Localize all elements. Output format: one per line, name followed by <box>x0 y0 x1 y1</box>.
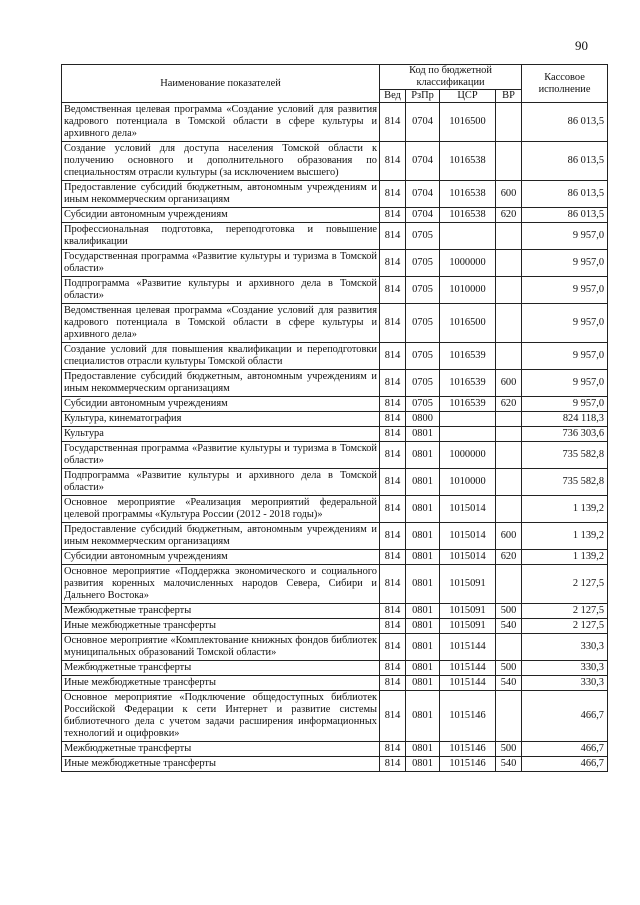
row-amount: 86 013,5 <box>522 103 608 142</box>
table-row <box>62 208 608 223</box>
row-vr <box>496 343 522 370</box>
row-name: Культура <box>62 427 380 442</box>
table-row <box>62 442 608 469</box>
row-csr <box>440 223 496 250</box>
row-amount: 2 127,5 <box>522 619 608 634</box>
row-amount: 735 582,8 <box>522 442 608 469</box>
row-vr: 500 <box>496 661 522 676</box>
table-row <box>62 343 608 370</box>
row-ved: 814 <box>380 250 406 277</box>
row-vr: 620 <box>496 208 522 223</box>
row-csr: 1015091 <box>440 565 496 604</box>
row-ved: 814 <box>380 565 406 604</box>
row-csr: 1016500 <box>440 304 496 343</box>
row-name: Межбюджетные трансферты <box>62 661 380 676</box>
row-ved: 814 <box>380 604 406 619</box>
row-amount: 735 582,8 <box>522 469 608 496</box>
row-vr: 500 <box>496 742 522 757</box>
row-name: Субсидии автономным учреждениям <box>62 397 380 412</box>
row-rzpr: 0801 <box>406 550 440 565</box>
row-rzpr: 0705 <box>406 397 440 412</box>
row-amount: 2 127,5 <box>522 565 608 604</box>
row-name: Создание условий для повышения квалификации и переподготовки специалистов отрасли культуры Томской области <box>62 343 380 370</box>
row-amount: 86 013,5 <box>522 142 608 181</box>
row-vr: 540 <box>496 676 522 691</box>
header-rzpr: РзПр <box>406 90 440 103</box>
row-name: Предоставление субсидий бюджетным, автономным учреждениям и иным некоммерческим организациям <box>62 523 380 550</box>
row-amount: 466,7 <box>522 757 608 772</box>
row-name: Субсидии автономным учреждениям <box>62 550 380 565</box>
row-amount: 9 957,0 <box>522 304 608 343</box>
row-name: Иные межбюджетные трансферты <box>62 619 380 634</box>
row-csr: 1015144 <box>440 676 496 691</box>
row-amount: 824 118,3 <box>522 412 608 427</box>
row-vr <box>496 469 522 496</box>
row-ved: 814 <box>380 496 406 523</box>
row-name: Ведомственная целевая программа «Создание условий для развития кадрового потенциала в Томской области в сфере культуры и архивного дела» <box>62 304 380 343</box>
row-ved: 814 <box>380 442 406 469</box>
row-amount: 9 957,0 <box>522 343 608 370</box>
row-rzpr: 0801 <box>406 427 440 442</box>
table-row <box>62 223 608 250</box>
row-rzpr: 0801 <box>406 742 440 757</box>
row-amount: 1 139,2 <box>522 496 608 523</box>
row-vr <box>496 250 522 277</box>
table-row <box>62 469 608 496</box>
row-csr: 1016539 <box>440 370 496 397</box>
row-vr <box>496 412 522 427</box>
row-ved: 814 <box>380 691 406 742</box>
row-vr: 600 <box>496 181 522 208</box>
row-ved: 814 <box>380 742 406 757</box>
row-ved: 814 <box>380 661 406 676</box>
row-ved: 814 <box>380 277 406 304</box>
row-ved: 814 <box>380 397 406 412</box>
row-vr <box>496 565 522 604</box>
row-ved: 814 <box>380 550 406 565</box>
row-name: Государственная программа «Развитие культуры и туризма в Томской области» <box>62 250 380 277</box>
row-rzpr: 0704 <box>406 181 440 208</box>
row-amount: 9 957,0 <box>522 397 608 412</box>
header-name: Наименование показателей <box>62 65 380 103</box>
row-vr: 620 <box>496 550 522 565</box>
row-name: Подпрограмма «Развитие культуры и архивного дела в Томской области» <box>62 277 380 304</box>
row-ved: 814 <box>380 427 406 442</box>
row-amount: 466,7 <box>522 742 608 757</box>
row-vr <box>496 223 522 250</box>
row-name: Иные межбюджетные трансферты <box>62 757 380 772</box>
row-csr <box>440 427 496 442</box>
table-row <box>62 550 608 565</box>
row-vr <box>496 427 522 442</box>
row-rzpr: 0801 <box>406 469 440 496</box>
row-amount: 86 013,5 <box>522 181 608 208</box>
table-row <box>62 250 608 277</box>
header-amount: Кассовое исполнение <box>522 65 608 103</box>
row-rzpr: 0705 <box>406 250 440 277</box>
row-amount: 9 957,0 <box>522 277 608 304</box>
row-ved: 814 <box>380 343 406 370</box>
row-rzpr: 0801 <box>406 757 440 772</box>
row-name: Межбюджетные трансферты <box>62 604 380 619</box>
table-row <box>62 103 608 142</box>
row-name: Предоставление субсидий бюджетным, автономным учреждениям и иным некоммерческим организациям <box>62 370 380 397</box>
row-ved: 814 <box>380 619 406 634</box>
row-rzpr: 0705 <box>406 304 440 343</box>
row-amount: 466,7 <box>522 691 608 742</box>
row-name: Предоставление субсидий бюджетным, автономным учреждениям и иным некоммерческим организациям <box>62 181 380 208</box>
row-csr: 1015146 <box>440 691 496 742</box>
row-vr <box>496 496 522 523</box>
table-row <box>62 757 608 772</box>
row-amount: 9 957,0 <box>522 223 608 250</box>
row-rzpr: 0801 <box>406 676 440 691</box>
page-number: 90 <box>575 38 588 53</box>
table-row <box>62 277 608 304</box>
row-csr: 1010000 <box>440 277 496 304</box>
row-csr: 1015091 <box>440 604 496 619</box>
row-name: Основное мероприятие «Комплектование книжных фондов библиотек муниципальных образований Томской области» <box>62 634 380 661</box>
row-vr <box>496 277 522 304</box>
row-amount: 736 303,6 <box>522 427 608 442</box>
row-rzpr: 0705 <box>406 343 440 370</box>
row-ved: 814 <box>380 412 406 427</box>
row-amount: 86 013,5 <box>522 208 608 223</box>
budget-table <box>61 64 608 772</box>
row-rzpr: 0801 <box>406 565 440 604</box>
row-amount: 9 957,0 <box>522 370 608 397</box>
row-rzpr: 0705 <box>406 223 440 250</box>
row-rzpr: 0800 <box>406 412 440 427</box>
row-amount: 1 139,2 <box>522 550 608 565</box>
row-vr: 500 <box>496 604 522 619</box>
table-row <box>62 397 608 412</box>
row-vr: 540 <box>496 757 522 772</box>
table-row <box>62 604 608 619</box>
row-ved: 814 <box>380 757 406 772</box>
row-name: Подпрограмма «Развитие культуры и архивного дела в Томской области» <box>62 469 380 496</box>
row-csr: 1000000 <box>440 442 496 469</box>
row-ved: 814 <box>380 103 406 142</box>
row-rzpr: 0801 <box>406 442 440 469</box>
row-csr: 1015146 <box>440 742 496 757</box>
table-row <box>62 661 608 676</box>
row-vr: 600 <box>496 370 522 397</box>
row-name: Основное мероприятие «Поддержка экономического и социального развития коренных малочисленных народов Севера, Сибири и Дальнего Востока» <box>62 565 380 604</box>
row-vr <box>496 103 522 142</box>
row-amount: 330,3 <box>522 676 608 691</box>
row-vr <box>496 142 522 181</box>
table-row <box>62 565 608 604</box>
row-rzpr: 0705 <box>406 277 440 304</box>
row-rzpr: 0801 <box>406 634 440 661</box>
row-name: Иные межбюджетные трансферты <box>62 676 380 691</box>
row-csr: 1015144 <box>440 661 496 676</box>
row-amount: 2 127,5 <box>522 604 608 619</box>
row-name: Культура, кинематография <box>62 412 380 427</box>
header-csr: ЦСР <box>440 90 496 103</box>
row-csr: 1016538 <box>440 181 496 208</box>
row-name: Государственная программа «Развитие культуры и туризма в Томской области» <box>62 442 380 469</box>
row-rzpr: 0801 <box>406 604 440 619</box>
row-vr: 620 <box>496 397 522 412</box>
row-ved: 814 <box>380 208 406 223</box>
table-row <box>62 304 608 343</box>
row-ved: 814 <box>380 370 406 397</box>
row-csr: 1015014 <box>440 496 496 523</box>
row-rzpr: 0801 <box>406 661 440 676</box>
row-ved: 814 <box>380 676 406 691</box>
row-csr: 1016539 <box>440 343 496 370</box>
row-csr: 1016500 <box>440 103 496 142</box>
row-name: Субсидии автономным учреждениям <box>62 208 380 223</box>
row-csr: 1015144 <box>440 634 496 661</box>
table-row <box>62 676 608 691</box>
row-csr: 1015014 <box>440 550 496 565</box>
header-ved: Вед <box>380 90 406 103</box>
table-row <box>62 619 608 634</box>
row-name: Межбюджетные трансферты <box>62 742 380 757</box>
row-name: Основное мероприятие «Реализация мероприятий федеральной целевой программы «Культура России (2012 - 2018 годы)» <box>62 496 380 523</box>
row-amount: 330,3 <box>522 634 608 661</box>
header-code-group: Код по бюджетной классификации <box>380 65 522 90</box>
row-rzpr: 0801 <box>406 619 440 634</box>
row-ved: 814 <box>380 469 406 496</box>
table-row <box>62 142 608 181</box>
row-csr: 1015146 <box>440 757 496 772</box>
row-rzpr: 0801 <box>406 691 440 742</box>
row-csr: 1010000 <box>440 469 496 496</box>
table-row <box>62 370 608 397</box>
table-row <box>62 496 608 523</box>
row-name: Ведомственная целевая программа «Создание условий для развития кадрового потенциала в Томской области в сфере культуры и архивного дела» <box>62 103 380 142</box>
row-rzpr: 0801 <box>406 523 440 550</box>
header-vr: ВР <box>496 90 522 103</box>
row-rzpr: 0801 <box>406 496 440 523</box>
row-csr: 1015091 <box>440 619 496 634</box>
row-ved: 814 <box>380 523 406 550</box>
row-rzpr: 0704 <box>406 142 440 181</box>
table-row <box>62 523 608 550</box>
table-row <box>62 742 608 757</box>
row-name: Основное мероприятие «Подключение общедоступных библиотек Российской Федерации к сети Интернет и развитие системы библиотечного дела с учетом задачи расширения информационных технологий и оцифровки» <box>62 691 380 742</box>
table-row <box>62 412 608 427</box>
row-name: Создание условий для доступа населения Томской области к получению основного и дополнительного образования по специальностям отрасли культуры (за исключением высшего) <box>62 142 380 181</box>
row-ved: 814 <box>380 634 406 661</box>
table-row <box>62 691 608 742</box>
row-csr <box>440 412 496 427</box>
row-vr <box>496 442 522 469</box>
row-csr: 1016539 <box>440 397 496 412</box>
row-vr: 540 <box>496 619 522 634</box>
row-csr: 1016538 <box>440 208 496 223</box>
row-vr <box>496 691 522 742</box>
row-ved: 814 <box>380 142 406 181</box>
row-ved: 814 <box>380 223 406 250</box>
row-amount: 330,3 <box>522 661 608 676</box>
row-name: Профессиональная подготовка, переподготовка и повышение квалификации <box>62 223 380 250</box>
row-ved: 814 <box>380 181 406 208</box>
row-rzpr: 0705 <box>406 370 440 397</box>
row-vr <box>496 634 522 661</box>
table-row <box>62 181 608 208</box>
row-amount: 1 139,2 <box>522 523 608 550</box>
row-vr: 600 <box>496 523 522 550</box>
table-row <box>62 427 608 442</box>
table-row <box>62 634 608 661</box>
row-ved: 814 <box>380 304 406 343</box>
row-csr: 1016538 <box>440 142 496 181</box>
row-rzpr: 0704 <box>406 208 440 223</box>
row-amount: 9 957,0 <box>522 250 608 277</box>
row-rzpr: 0704 <box>406 103 440 142</box>
row-vr <box>496 304 522 343</box>
row-csr: 1015014 <box>440 523 496 550</box>
row-csr: 1000000 <box>440 250 496 277</box>
